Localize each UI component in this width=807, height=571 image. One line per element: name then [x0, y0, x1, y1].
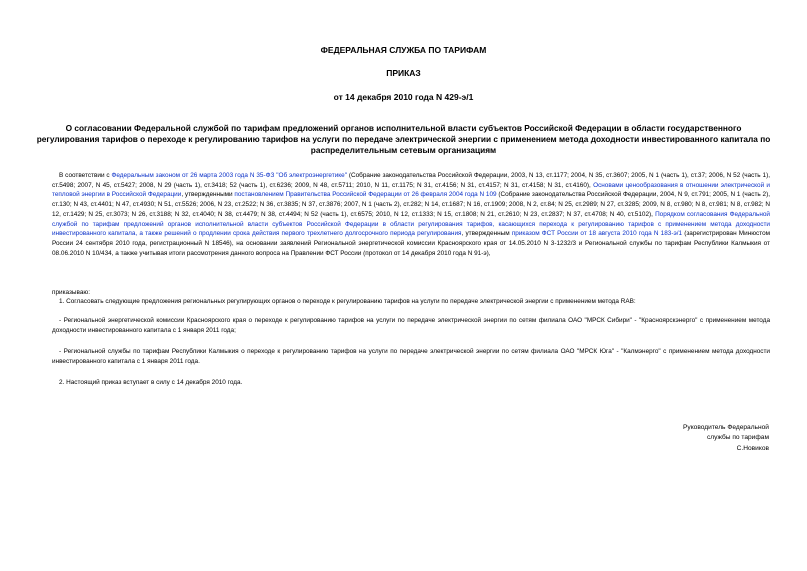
- preamble-text-4: (Собрание законодательства Российской Федерации, 2004, N 9, ст.791; 2005, N 1 (часть 2), ст.130; N 43, ст.4401; N 47, ст.4930; N 51, ст.5526; 2006, N 23, ст.2522; N 36, ст.3835; N 37, ст.3876; 2007, N 1 (часть 2), ст.282; N 14, ст.1687; N 16, ст.1909; 2008, N 2, ст.84; N 25, ст.2989; N 27, ст.3285; 2009, N 8, ст.980; N 8, ст.981; N 8, ст.982; N 12, ст.1429; N 25, ст.3073; N 26, ст.3188; N 32, ст.4040; N 38, ст.4479; N 38, ст.4494; N 52 (часть 1), ст.6575; 2010, N 12, ст.1333; N 15, ст.1808; N 21, ст.2610; N 23, ст.2837; N 37, ст.4708; N 40, ст.5102),: [52, 191, 770, 218]
- preamble-text-2: (Собрание законодательства Российской Федерации, 2003, N 13, ст.1177; 2004, N 35, ст.3607; 2005, N 1 (часть 1), ст.37; 2006, N 52 (часть 1), ст.5498; 2007, N 45, ст.5427; 2008, N 29 (часть 1), ст.3418; 52 (часть 1), ст.6236; 2009, N 48, ст.5711; 2010, N 11, ст.1175; N 31, ст.4156; N 31, ст.4157; N 31, ст.4158; N 31, ст.4160),: [52, 172, 770, 189]
- signature-title-line-1: Руководитель Федеральной: [683, 424, 769, 431]
- item-1-text: 1. Согласовать следующие предложения региональных регулирующих органов о переходе к регулированию тарифов на услуги по передаче электрической энергии с применением метода RAB:: [59, 298, 636, 305]
- item-1-krasnoyarsk: [52, 316, 770, 335]
- item-2-text: 2. Настоящий приказ вступает в силу с 14 декабря 2010 года.: [59, 379, 243, 386]
- item-1-krasnoyarsk-text: - Региональной энергетической комиссии Красноярского края о переходе к регулированию тарифов на услуги по передаче электрической энергии по сетям филиала ОАО "МРСК Сибири" - "Красноярскэнерго" с применением метода доходности инвестированного капитала с 1 января 2011 года;: [52, 317, 770, 334]
- signature-name: С.Новиков: [736, 444, 769, 452]
- preamble-text-6: (зарегистрирован Минюстом России 24 сентября 2010 года, регистрационный N 18546), на основании заявлений Региональной энергетической комиссии Красноярского края от 14.05.2010 N 3-1232/3 и Региональной службы по тарифам Республики Калмыкия от 08.06.2010 N 10/434, а также учитывая итоги рассмотрения данного вопроса на Правлении ФСТ России (протокол от 14 декабря 2010 года N 91-э),: [52, 230, 771, 257]
- pricing-basics-link[interactable]: Основами ценообразования в отношении электрической и тепловой энергии в Российской Федерации: [52, 181, 770, 199]
- order-date-number: от 14 декабря 2010 года N 429-э/1: [333, 92, 474, 102]
- approval-procedure-link[interactable]: Порядком согласования Федеральной службой по тарифам предложений органов исполнительной власти субъектов Российской Федерации в области регулирования тарифов, касающихся перехода к регулированию тарифов с применением метода доходности инвестированного капитала, а также решений о продлении срока действия первого трехлетнего долгосрочного периода регулирования: [52, 210, 770, 238]
- document-type-heading: ПРИКАЗ: [386, 68, 421, 78]
- government-resolution-link[interactable]: постановлением Правительства Российской Федерации от 26 февраля 2004 года N 109: [234, 191, 497, 199]
- order-title: О согласовании Федеральной службой по тарифам предложений органов исполнительной власти субъектов Российской Федерации в области государственного регулирования тарифов о переходе к регулированию тарифов на услуги по передаче электрической энергии с применением метода доходности инвестированного капитала по распределительным сетевым организациям: [36, 123, 771, 155]
- order-directive: приказываю:: [52, 289, 90, 296]
- preamble-text-1: В соответствии с: [59, 172, 112, 179]
- agency-heading: ФЕДЕРАЛЬНАЯ СЛУЖБА ПО ТАРИФАМ: [320, 45, 487, 55]
- fst-order-link[interactable]: приказом ФСТ России от 18 августа 2010 года N 183-э/1: [511, 230, 683, 238]
- item-1-kalmykia-text: - Региональной службы по тарифам Республики Калмыкия о переходе к регулированию тарифов на услуги по передаче электрической энергии по сетям филиала ОАО "МРСК Юга" - "Калмэнерго" с применением метода доходности инвестированного капитала с 1 января 2011 года.: [52, 348, 770, 365]
- federal-law-link[interactable]: Федеральным законом от 26 марта 2003 года N 35-ФЗ "Об электроэнергетике": [111, 172, 347, 179]
- item-1-kalmykia: [52, 347, 770, 366]
- signature-title-line-2: службы по тарифам: [706, 434, 769, 442]
- preamble-text-5: , утвержденным: [461, 230, 512, 238]
- preamble-paragraph: [52, 171, 770, 258]
- preamble-text-3: , утвержденными: [181, 191, 235, 199]
- signature-block: [683, 423, 769, 454]
